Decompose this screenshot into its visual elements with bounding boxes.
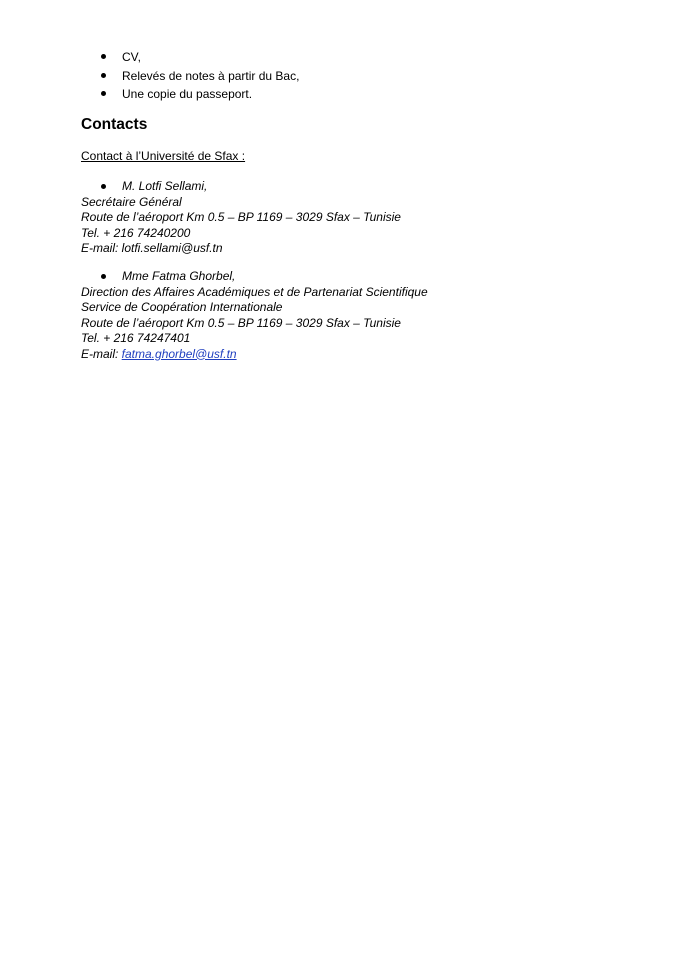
- contact-name-text: M. Lotfi Sellami,: [122, 179, 208, 193]
- list-item: [81, 48, 299, 67]
- bullet-icon: [101, 184, 106, 189]
- contact-address: Route de l’aéroport Km 0.5 – BP 1169 – 3029 Sfax – Tunisie: [81, 315, 401, 330]
- contact-title: Secrétaire Général: [81, 194, 182, 209]
- contact-address: Route de l’aéroport Km 0.5 – BP 1169 – 3029 Sfax – Tunisie: [81, 210, 401, 224]
- contact-name: [81, 269, 428, 285]
- contact-email: lotfi.sellami@usf.tn: [121, 241, 223, 255]
- required-documents-list: [81, 48, 299, 104]
- contact-name-text: Mme Fatma Ghorbel,: [122, 269, 236, 283]
- contact-intro: Contact à l’Université de Sfax :: [81, 149, 246, 163]
- email-label: E-mail:: [81, 241, 122, 255]
- email-label: E-mail:: [81, 346, 122, 361]
- contact-block-ghorbel: [81, 269, 428, 362]
- list-item-text: CV,: [122, 50, 141, 64]
- contact-department: Direction des Affaires Académiques et de Partenariat Scientifique: [81, 284, 428, 299]
- contact-service: Service de Coopération Internationale: [81, 300, 283, 314]
- email-link[interactable]: fatma.ghorbel@usf.tn: [121, 346, 237, 361]
- contact-block-sellami: [81, 179, 401, 257]
- contact-email-row: [81, 347, 428, 363]
- list-item-text: Relevés de notes à partir du Bac,: [122, 68, 300, 83]
- contact-email-row: [81, 241, 401, 257]
- bullet-icon: [101, 274, 106, 279]
- contact-phone: Tel. + 216 74247401: [81, 331, 191, 345]
- list-item-text: Une copie du passeport.: [122, 87, 253, 101]
- contacts-heading: Contacts: [81, 116, 148, 133]
- contact-name: [81, 179, 401, 195]
- list-item: [81, 85, 299, 104]
- bullet-icon: [101, 73, 106, 78]
- bullet-icon: [101, 54, 106, 59]
- bullet-icon: [101, 91, 106, 96]
- list-item: [81, 67, 299, 86]
- contact-phone: Tel. + 216 74240200: [81, 225, 191, 240]
